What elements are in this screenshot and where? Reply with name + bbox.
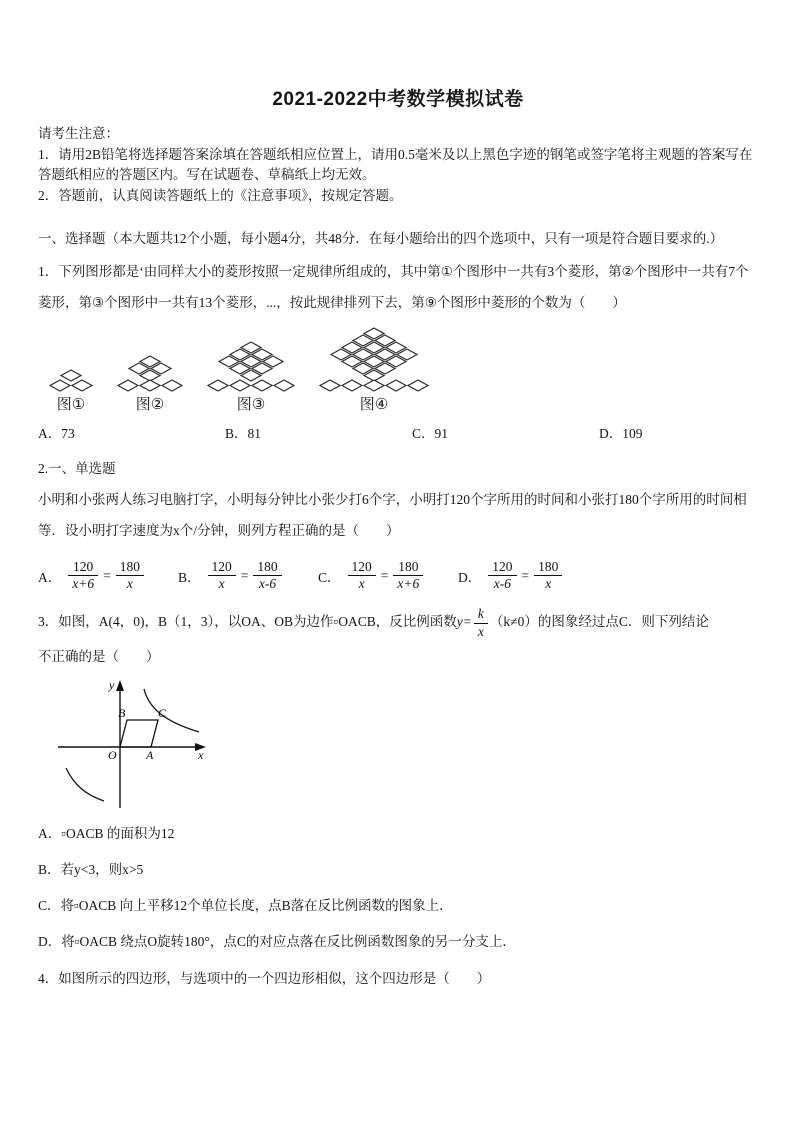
- q2-option-a-label: A．: [38, 569, 62, 585]
- fraction: [348, 560, 376, 591]
- fraction-denominator: x+6: [393, 575, 423, 591]
- hyperbola-branch-3: [66, 768, 104, 801]
- parallelogram-OACB: [120, 720, 158, 747]
- notice-item-1: 1．请用2B铅笔将选择题答案涂填在答题纸相应位置上，请用0.5毫米及以上黑色字迹的钢笔或签字笔将主观题的答案写在答题纸相应的答题区内。写在试题卷、草稿纸上均无效。: [38, 146, 753, 182]
- rhombus-cell: [162, 380, 182, 391]
- fraction: [393, 560, 423, 591]
- origin-label: O: [108, 747, 117, 762]
- question-3-graph: [48, 675, 758, 819]
- fraction: [68, 560, 98, 591]
- fraction-numerator: 120: [73, 559, 94, 574]
- point-a-label: A: [146, 747, 154, 762]
- fraction-denominator: x-6: [488, 575, 516, 591]
- notice-heading: 请考生注意：: [38, 126, 119, 141]
- equals-sign: =: [240, 567, 249, 583]
- fraction-denominator: x: [474, 623, 488, 639]
- figure-4-caption: 图④: [359, 397, 389, 413]
- k-over-x-fraction: [474, 607, 488, 638]
- q3-text-after: （k≠0）的图象经过点C．则下列结论: [489, 614, 709, 630]
- q3-option-c: C．将▫OACB 向上平移12个单位长度，点B落在反比例函数的图象上．: [38, 897, 453, 913]
- q1-option-d: D．109: [599, 426, 643, 441]
- q3-option-a: A．▫OACB 的面积为12: [38, 825, 175, 841]
- x-axis-label: x: [198, 747, 204, 762]
- fraction-denominator: x: [208, 575, 236, 591]
- point-c-label: C: [158, 705, 167, 720]
- q1-option-a: A．73: [38, 426, 75, 441]
- figure-1: [48, 368, 94, 414]
- rhombus-pattern-figure-4: [318, 326, 430, 393]
- q2-option-b-label: B．: [178, 569, 201, 585]
- rhombus-cell: [364, 380, 384, 391]
- fraction-denominator: x: [348, 575, 376, 591]
- question-3-options: [38, 823, 758, 952]
- notice-item-2: 2．答题前，认真阅读答题纸上的《注意事项》，按规定答题。: [38, 187, 403, 203]
- rhombus-cell: [274, 380, 294, 391]
- rhombus-cell: [408, 380, 428, 391]
- fraction: [208, 560, 236, 591]
- fraction-denominator: x+6: [68, 575, 98, 591]
- q2-option-a: [38, 560, 178, 591]
- fraction-numerator: 120: [351, 559, 372, 574]
- question-1-figures: [48, 326, 758, 414]
- y-axis-label: y: [109, 677, 115, 692]
- question-3-text: [38, 607, 758, 638]
- question-2-heading: 2.一、单选题: [38, 461, 116, 476]
- equals-sign: =: [380, 567, 389, 583]
- fraction-numerator: 180: [398, 559, 419, 574]
- equals-sign: =: [103, 567, 111, 583]
- hyperbola-branch-1: [144, 689, 199, 732]
- fraction-denominator: x-6: [253, 575, 281, 591]
- rhombus-pattern-figure-1: [48, 368, 94, 393]
- rhombus-cell: [208, 380, 228, 391]
- q2-option-d: [458, 560, 598, 591]
- figure-3: [206, 340, 296, 414]
- figure-2-caption: 图②: [135, 397, 165, 413]
- rhombus-pattern-figure-3: [206, 340, 296, 393]
- candidate-notice: [38, 124, 758, 206]
- rhombus-cell: [72, 380, 92, 391]
- q1-option-c: C．91: [412, 426, 449, 441]
- page-title: 2021-2022中考数学模拟试卷: [272, 89, 524, 110]
- point-b-label: B: [118, 705, 126, 720]
- q2-option-b: [178, 560, 318, 591]
- fraction-numerator: 180: [538, 559, 559, 574]
- rhombus-pattern-figure-2: [116, 354, 184, 393]
- question-3-text-line-2: 不正确的是（ ）: [38, 648, 160, 664]
- figure-2: [116, 354, 184, 414]
- rhombus-cell: [118, 380, 138, 391]
- q1-option-b: B．81: [225, 426, 262, 441]
- fraction-numerator: 180: [257, 559, 278, 574]
- rhombus-cell: [252, 380, 272, 391]
- fraction-numerator: 120: [211, 559, 232, 574]
- q3-option-d: D．将▫OACB 绕点O旋转180°，点C的对应点落在反比例函数图象的另一分支上．: [38, 933, 516, 949]
- y-axis-arrow: [116, 680, 124, 691]
- question-4-text: 4．如图所示的四边形，与选项中的一个四边形相似，这个四边形是（ ）: [38, 970, 491, 986]
- rhombus-cell: [386, 380, 406, 391]
- question-2-options: [38, 560, 758, 591]
- q2-option-c-label: C．: [318, 569, 341, 585]
- section-1-heading: 一、选择题（本大题共12个小题，每小题4分，共48分．在每小题给出的四个选项中，只有一项是符合题目要求的.）: [38, 231, 724, 246]
- hyperbola-parallelogram-graph: [48, 675, 223, 815]
- fraction-denominator: x: [116, 575, 144, 591]
- q3-option-b: B．若y<3，则x>5: [38, 861, 144, 877]
- figure-1-caption: 图①: [56, 397, 86, 413]
- equals-sign: =: [521, 567, 530, 583]
- question-2-text: 小明和小张两人练习电脑打字，小明每分钟比小张少打6个字，小明打120个字所用的时间和小张打180个字所用的时间相等．设小明打字速度为x个/分钟，则列方程正确的是（ ）: [38, 492, 747, 538]
- question-1-options: [38, 424, 758, 444]
- q2-option-d-label: D．: [458, 569, 482, 585]
- q3-function-prefix: y=: [456, 614, 472, 630]
- rhombus-cell: [61, 370, 81, 381]
- question-1-text: 1．下列图形都是‘由同样大小的菱形按照一定规律所组成的，其中第①个图形中一共有3个菱形，第②个图形中一共有7个菱形，第③个图形中一共有13个菱形，...，按此规律排列下去，第⑨个图形中菱形的个数为（ ）: [38, 264, 749, 310]
- rhombus-cell: [320, 380, 340, 391]
- fraction-denominator: x: [534, 575, 562, 591]
- rhombus-cell: [50, 380, 70, 391]
- q2-option-c: [318, 560, 458, 591]
- fraction: [116, 560, 144, 591]
- fraction-numerator: k: [477, 606, 484, 622]
- rhombus-cell: [342, 380, 362, 391]
- figure-4: [318, 326, 430, 414]
- fraction-numerator: 180: [119, 559, 140, 574]
- fraction: [253, 560, 281, 591]
- fraction: [534, 560, 562, 591]
- rhombus-cell: [230, 380, 250, 391]
- q3-text-before: 3．如图，A(4，0)，B（1，3），以OA、OB为边作▫OACB，反比例函数: [38, 614, 457, 630]
- figure-3-caption: 图③: [236, 397, 266, 413]
- fraction: [488, 560, 516, 591]
- rhombus-cell: [140, 380, 160, 391]
- fraction-numerator: 120: [492, 559, 513, 574]
